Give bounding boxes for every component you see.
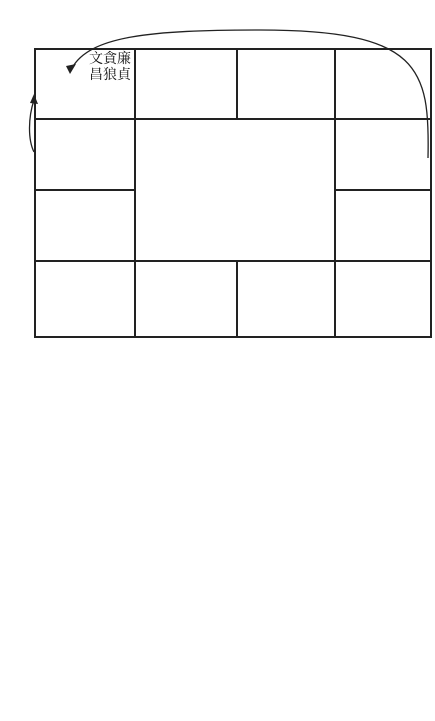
star-row-bottom <box>89 68 131 83</box>
grid-line <box>334 50 336 336</box>
star-text: 昌狼貞 <box>89 67 131 83</box>
grid-line <box>36 260 430 262</box>
grid-line <box>334 189 430 191</box>
star-text: 文貪廉 <box>89 51 131 67</box>
grid-line <box>236 50 238 118</box>
grid-line <box>36 118 430 120</box>
grid-line <box>236 260 238 336</box>
grid-line <box>36 189 134 191</box>
palace-grid <box>34 48 432 338</box>
grid-line <box>134 50 136 336</box>
star-row-top <box>89 52 131 67</box>
